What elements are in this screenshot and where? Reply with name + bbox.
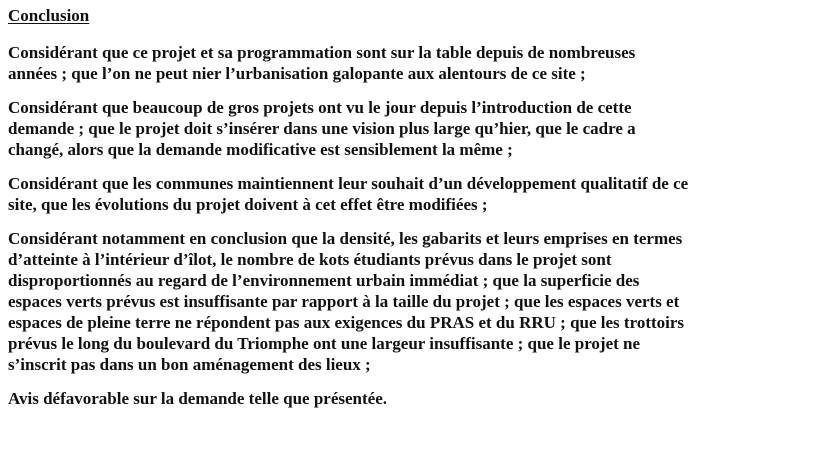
paragraph-4: [8, 228, 825, 375]
paragraph-line: Considérant notamment en conclusion que la densité, les gabarits et leurs emprises en termes: [8, 229, 683, 248]
paragraph-line: changé, alors que la demande modificative est sensiblement la même ;: [8, 140, 513, 159]
paragraph-line: d’atteinte à l’intérieur d’îlot, le nombre de kots étudiants prévus dans le projet sont: [8, 250, 612, 269]
paragraph-line: Considérant que beaucoup de gros projets ont vu le jour depuis l’introduction de cette: [8, 98, 632, 117]
paragraph-line: disproportionnés au regard de l’environnement urbain immédiat ; que la superficie des: [8, 271, 640, 290]
paragraph-line: demande ; que le projet doit s’insérer dans une vision plus large qu’hier, que le cadre a: [8, 119, 636, 138]
section-heading: Conclusion: [8, 6, 90, 25]
paragraph-line: années ; que l’on ne peut nier l’urbanisation galopante aux alentours de ce site ;: [8, 64, 586, 83]
paragraph-5: [8, 388, 825, 409]
paragraph-line: site, que les évolutions du projet doivent à cet effet être modifiées ;: [8, 195, 488, 214]
paragraph-line: espaces verts prévus est insuffisante par rapport à la taille du projet ; que les espaces verts et: [8, 292, 680, 311]
paragraph-line: Considérant que les communes maintiennent leur souhait d’un développement qualitatif de ce: [8, 174, 689, 193]
paragraph-line: s’inscrit pas dans un bon aménagement des lieux ;: [8, 355, 371, 374]
paragraph-1: [8, 42, 825, 84]
paragraph-line: espaces de pleine terre ne répondent pas aux exigences du PRAS et du RRU ; que les trottoirs: [8, 313, 685, 332]
paragraph-2: [8, 97, 825, 160]
paragraph-line: Considérant que ce projet et sa programmation sont sur la table depuis de nombreuses: [8, 43, 636, 62]
paragraph-3: [8, 173, 825, 215]
paragraph-line: prévus le long du boulevard du Triomphe ont une largeur insuffisante ; que le projet ne: [8, 334, 641, 353]
paragraph-line: Avis défavorable sur la demande telle que présentée.: [8, 389, 387, 408]
